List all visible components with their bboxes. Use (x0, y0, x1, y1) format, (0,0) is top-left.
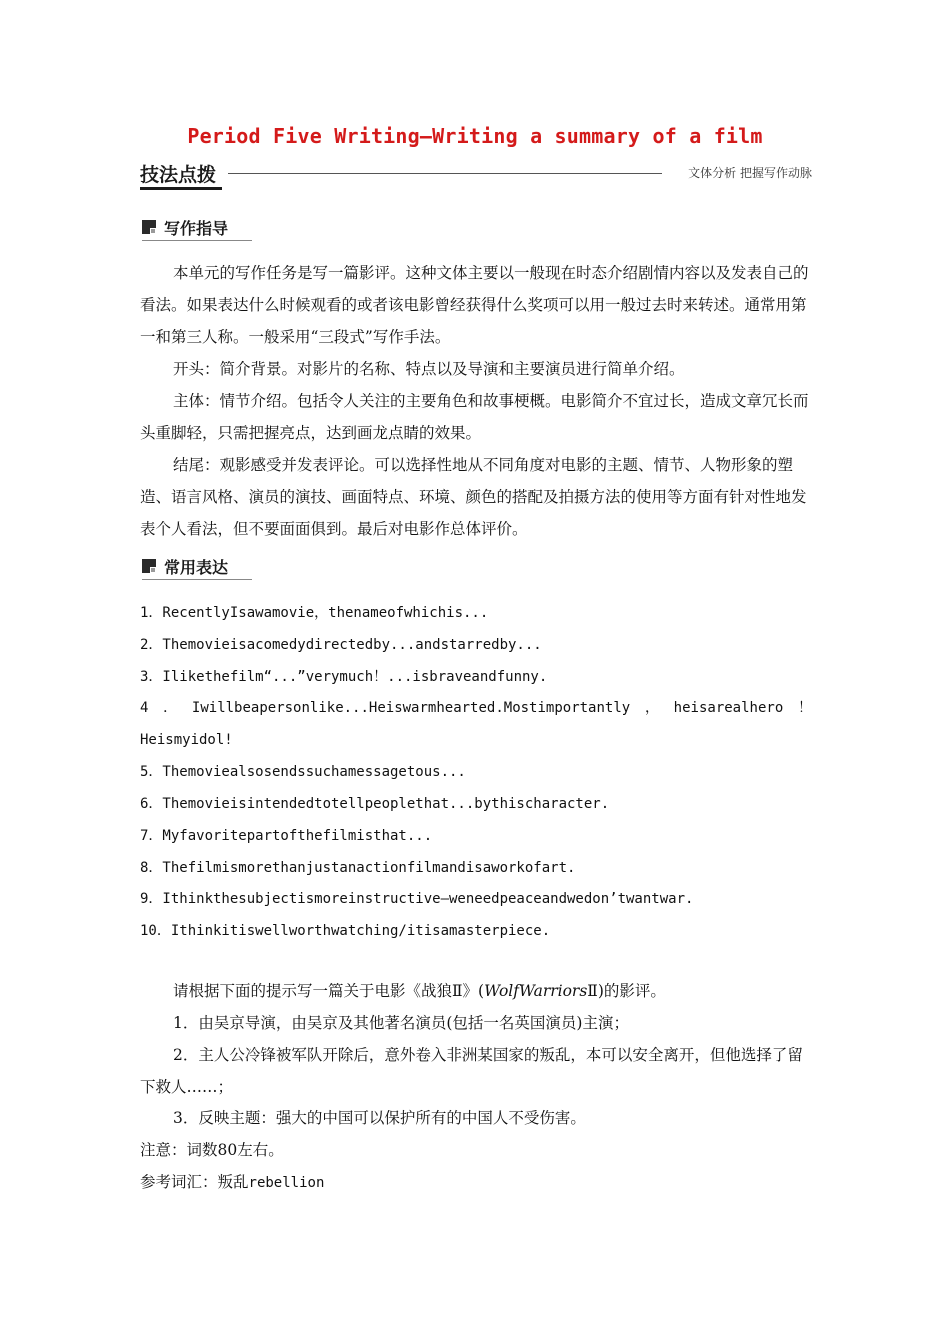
section-heading-writing-guide (142, 216, 252, 242)
expression-item-4-text-a: Iwillbeapersonlike...Heiswarmhearted.Mostimportantly (191, 700, 631, 716)
task-intro-pre: 请根据下面的提示写一篇关于电影《战狼Ⅱ》( (173, 982, 485, 1000)
vocab-label: 参考词汇：叛乱 (140, 1173, 249, 1191)
task-hint-2: 2．主人公冷锋被军队开除后，意外卷入非洲某国家的叛乱，本可以安全离开，但他选择了留下救人……； (140, 1046, 803, 1096)
banner-divider (228, 173, 662, 174)
expression-item-4-comma: ， (644, 700, 659, 716)
task-intro (140, 975, 845, 1007)
section-heading-label: 写作指导 (164, 219, 229, 238)
expression-item-4-text-b: heisarealhero (673, 700, 784, 716)
task-film-title: WolfWarriors (484, 982, 588, 1000)
expression-item-4-bang: ！ (797, 700, 812, 716)
square-bullet-icon (142, 559, 156, 573)
guide-paragraph-2: 开头：简介背景。对影片的名称、特点以及导演和主要演员进行简单介绍。 (173, 360, 685, 378)
task-hint-3: 3．反映主题：强大的中国可以保护所有的中国人不受伤害。 (173, 1109, 586, 1127)
banner-right-text: 文体分析 把握写作动脉 (688, 166, 812, 180)
expression-item: 5．Themoviealsosendssuchamessagetous... (140, 764, 466, 780)
section-banner (140, 158, 812, 190)
expression-item: 9．Ithinkthesubjectismoreinstructive—weneedpeaceandwedon’twantwar. (140, 891, 694, 907)
vocab-word: rebellion (248, 1175, 325, 1191)
section-heading-rule (142, 240, 252, 241)
expression-item: 8．Thefilmismorethanjustanactionfilmandisaworkofart. (140, 860, 576, 876)
expression-item-4-continued: Heismyidol! (140, 732, 233, 748)
expression-item-4 (140, 692, 812, 724)
guide-paragraph-1: 本单元的写作任务是写一篇影评。这种文体主要以一般现在时态介绍剧情内容以及发表自己的看法。如果表达什么时候观看的或者该电影曾经获得什么奖项可以用一般过去时来转述。通常用第一和第三人称。一般采用“三段式”写作手法。 (140, 264, 809, 346)
task-note: 注意：词数80左右。 (140, 1141, 284, 1159)
guide-paragraph-4: 结尾：观影感受并发表评论。可以选择性地从不同角度对电影的主题、情节、人物形象的塑造、语言风格、演员的演技、画面特点、环境、颜色的搭配及拍摄方法的使用等方面有针对性地发表个人看法，但不要面面俱到。最后对电影作总体评价。 (140, 456, 807, 538)
section-heading-label: 常用表达 (164, 558, 229, 577)
expression-item: 6．Themovieisintendedtotellpeoplethat...bythischaracter. (140, 796, 610, 812)
task-hint-1: 1．由吴京导演，由吴京及其他著名演员(包括一名英国演员)主演； (173, 1014, 629, 1032)
expression-item: 3．Ilikethefilm“...”verymuch！...isbraveandfunny. (140, 669, 548, 685)
expression-item: 1．RecentlyIsawamovie，thenameofwhichis... (140, 605, 489, 621)
square-bullet-icon (142, 220, 156, 234)
task-intro-post: Ⅱ)的影评。 (587, 982, 666, 1000)
section-heading-expressions (142, 555, 252, 581)
page-title: Period Five Writing—Writing a summary of a film (187, 124, 763, 148)
expression-item: 10．Ithinkitiswellworthwatching/itisamasterpiece. (140, 923, 551, 939)
banner-underline (140, 187, 222, 190)
expression-item-4-dot: ． (163, 700, 178, 716)
banner-label: 技法点拨 (140, 164, 217, 186)
section-heading-rule (142, 579, 252, 580)
expression-item-4-num: 4 (140, 700, 149, 716)
task-vocabulary (140, 1166, 812, 1199)
guide-paragraph-3: 主体：情节介绍。包括令人关注的主要角色和故事梗概。电影简介不宜过长，造成文章冗长而头重脚轻，只需把握亮点，达到画龙点睛的效果。 (140, 392, 809, 442)
expression-item: 7．Myfavoritepartofthefilmisthat... (140, 828, 433, 844)
expression-item: 2．Themovieisacomedydirectedby...andstarredby... (140, 637, 542, 653)
